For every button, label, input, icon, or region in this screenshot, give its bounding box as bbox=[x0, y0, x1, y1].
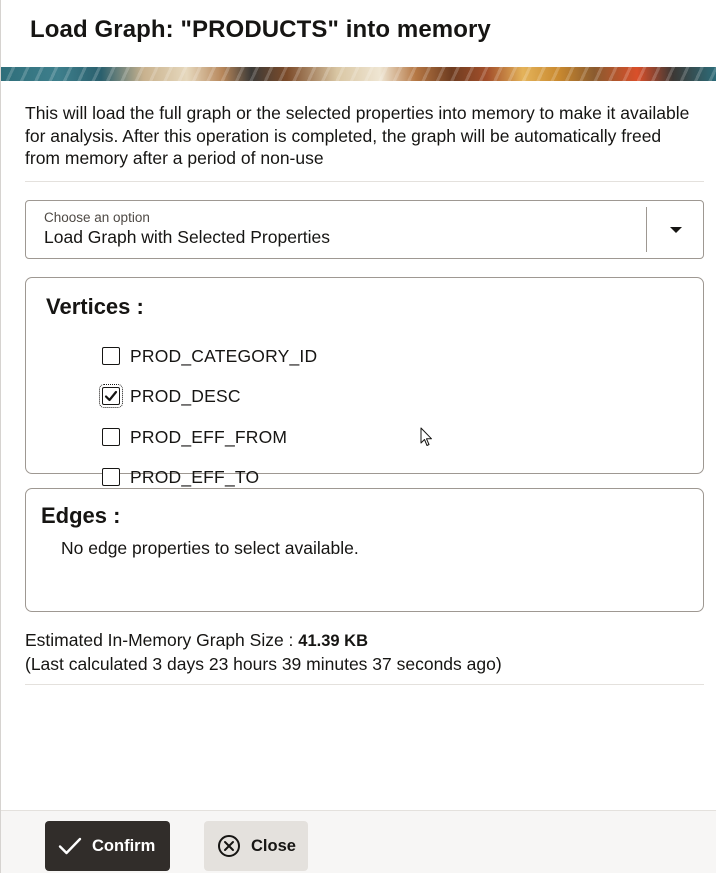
dialog-title: Load Graph: "PRODUCTS" into memory bbox=[30, 16, 491, 43]
mouse-pointer-icon bbox=[420, 427, 434, 447]
confirm-label: Confirm bbox=[92, 836, 156, 855]
vertex-property-item[interactable] bbox=[102, 425, 287, 449]
vertex-property-item[interactable] bbox=[102, 344, 317, 368]
dialog-footer bbox=[1, 810, 716, 873]
checkmark-icon bbox=[104, 389, 118, 403]
load-option-value: Load Graph with Selected Properties bbox=[44, 227, 330, 247]
vertex-property-label: PROD_CATEGORY_ID bbox=[130, 345, 318, 366]
estimated-size bbox=[25, 629, 502, 676]
confirm-button[interactable] bbox=[45, 821, 170, 871]
divider bbox=[25, 684, 704, 685]
dialog-header bbox=[1, 0, 716, 67]
close-button[interactable] bbox=[204, 821, 308, 871]
vertex-property-label: PROD_EFF_TO bbox=[130, 466, 260, 487]
last-calculated-text: (Last calculated 3 days 23 hours 39 minutes 37 seconds ago) bbox=[25, 654, 502, 674]
vertex-property-item[interactable] bbox=[102, 465, 259, 489]
load-option-select[interactable] bbox=[25, 200, 704, 259]
vertices-panel[interactable] bbox=[25, 277, 704, 487]
vertex-property-label: PROD_EFF_FROM bbox=[130, 426, 288, 447]
close-circle-icon bbox=[216, 833, 242, 859]
edges-empty-message: No edge properties to select available. bbox=[61, 538, 359, 558]
edges-title: Edges : bbox=[41, 503, 121, 528]
vertex-property-item[interactable] bbox=[102, 384, 241, 408]
checkbox[interactable] bbox=[102, 468, 120, 486]
checkbox-checked[interactable] bbox=[102, 387, 120, 405]
dialog-description: This will load the full graph or the selected properties into memory to make it available for analysis. After this operation is completed, the graph will be automatically freed from memory after a period of non-use bbox=[25, 103, 690, 168]
estimated-size-line bbox=[25, 629, 502, 653]
dropdown-button[interactable] bbox=[647, 201, 704, 258]
decorative-banner bbox=[1, 67, 716, 81]
checkbox[interactable] bbox=[102, 347, 120, 365]
vertex-property-label: PROD_DESC bbox=[130, 385, 241, 406]
estimated-size-label: Estimated In-Memory Graph Size : bbox=[25, 630, 299, 650]
load-option-label: Choose an option bbox=[44, 210, 150, 225]
checkbox[interactable] bbox=[102, 428, 120, 446]
estimated-size-value: 41.39 KB bbox=[298, 632, 369, 650]
divider bbox=[25, 181, 704, 182]
vertices-title: Vertices : bbox=[46, 294, 144, 319]
close-label: Close bbox=[251, 836, 296, 855]
edges-panel bbox=[25, 488, 704, 612]
checkmark-icon bbox=[57, 833, 83, 859]
chevron-down-icon bbox=[670, 227, 682, 233]
